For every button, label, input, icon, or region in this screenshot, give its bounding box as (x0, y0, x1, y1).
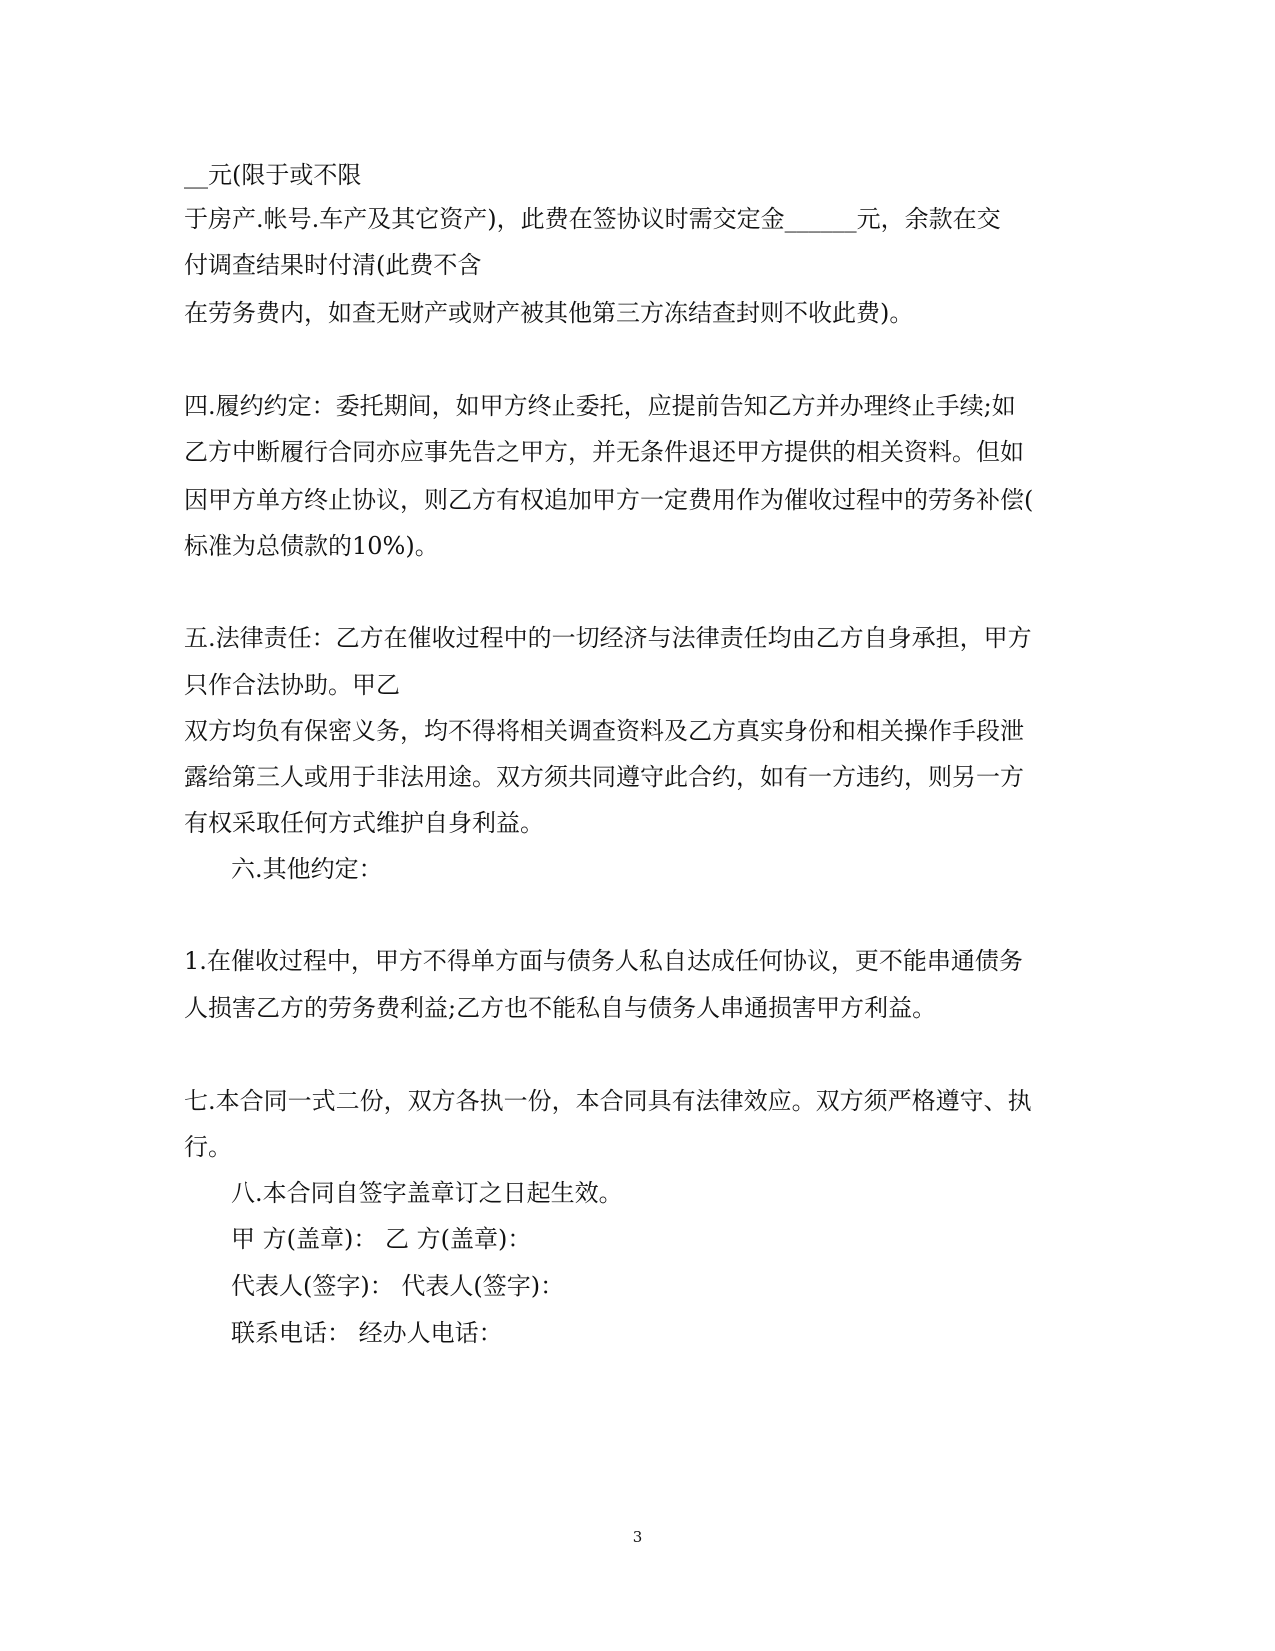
text-line: 标准为总债款的10%)。 (184, 532, 439, 560)
contact-phone-line: 联系电话： 经办人电话： (231, 1319, 503, 1347)
section-five-line: 五.法律责任：乙方在催收过程中的一切经济与法律责任均由乙方自身承担，甲方 (184, 624, 1032, 652)
clause-one-line: 1.在催收过程中，甲方不得单方面与债务人私自达成任何协议，更不能串通债务 (184, 947, 1023, 975)
text-line: 在劳务费内，如查无财产或财产被其他第三方冻结查封则不收此费)。 (184, 299, 914, 327)
signature-representative-line: 代表人(签字)： 代表人(签字)： (231, 1272, 565, 1300)
section-eight-line: 八.本合同自签字盖章订之日起生效。 (231, 1179, 623, 1207)
page-number: 3 (632, 1528, 643, 1546)
section-four-line: 四.履约约定：委托期间，如甲方终止委托，应提前告知乙方并办理终止手续;如 (184, 392, 1016, 420)
text-line: 有权采取任何方式维护自身利益。 (184, 809, 544, 837)
text-line: 于房产.帐号.车产及其它资产)，此费在签协议时需交定金______元，余款在交 (184, 205, 1001, 233)
text-line: __元(限于或不限 (184, 161, 362, 189)
text-line: 人损害乙方的劳务费利益;乙方也不能私自与债务人串通损害甲方利益。 (184, 994, 937, 1022)
signature-party-line: 甲 方(盖章)： 乙 方(盖章)： (231, 1225, 532, 1253)
text-line: 双方均负有保密义务，均不得将相关调查资料及乙方真实身份和相关操作手段泄 (184, 717, 1024, 745)
text-line: 行。 (184, 1133, 232, 1161)
section-six-heading: 六.其他约定： (231, 855, 383, 883)
section-seven-line: 七.本合同一式二份，双方各执一份，本合同具有法律效应。双方须严格遵守、执 (184, 1087, 1032, 1115)
text-line: 露给第三人或用于非法用途。双方须共同遵守此合约，如有一方违约，则另一方 (184, 763, 1024, 791)
text-line: 只作合法协助。甲乙 (184, 671, 400, 699)
text-line: 因甲方单方终止协议，则乙方有权追加甲方一定费用作为催收过程中的劳务补偿( (184, 486, 1034, 514)
text-line: 乙方中断履行合同亦应事先告之甲方，并无条件退还甲方提供的相关资料。但如 (184, 438, 1024, 466)
text-line: 付调查结果时付清(此费不含 (184, 251, 482, 279)
